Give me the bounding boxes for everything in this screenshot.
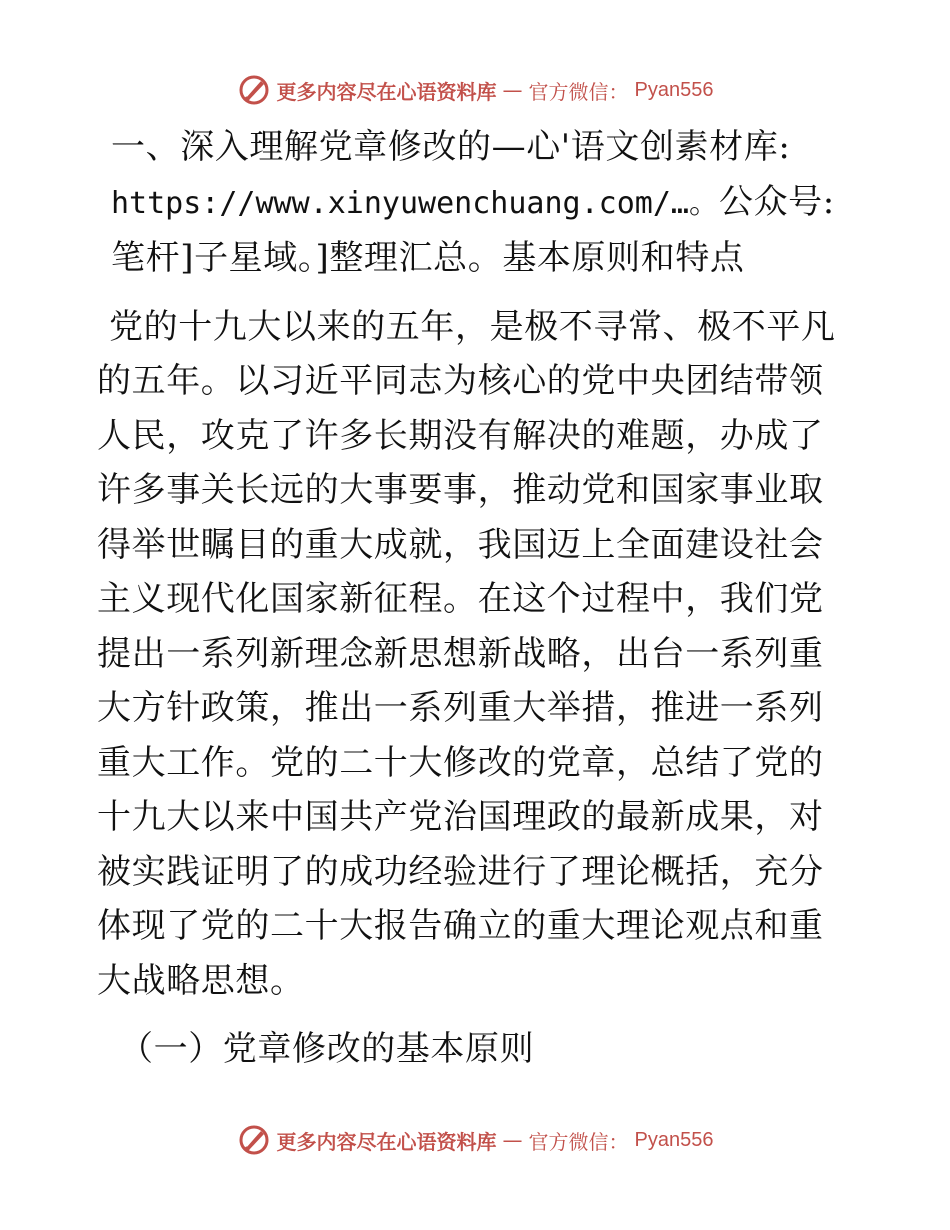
heading-line-1: 一、深入理解党章修改的—心'语文创素材库:: [111, 127, 791, 167]
banner-wechat-label: 官方微信：: [528, 1129, 629, 1154]
banner-title: 更多内容尽在心语资料库: [276, 79, 497, 104]
banner-separator: —: [502, 78, 523, 102]
brush-pen-logo-icon: [237, 1123, 271, 1157]
body-paragraph: 党的十九大以来的五年，是极不寻常、极不平凡的五年。以习近平同志为核心的党中央团结带领人民，攻克了许多长期没有解决的难题，办成了许多事关长远的大事要事，推动党和国家事业取得举世瞩目的重大成就，我国迈上全面建设社会主义现代化国家新征程。在这个过程中，我们党提出一系列新理念新思想新战略，出台一系列重大方针政策，推出一系列重大举措，推进一系列重大工作。党的二十大修改的党章，总结了党的十九大以来中国共产党治国理政的最新成果，对被实践证明了的成功经验进行了理论概括，充分体现了党的二十大报告确立的重大理论观点和重大战略思想。: [97, 306, 836, 1001]
banner-title: 更多内容尽在心语资料库: [276, 1129, 497, 1154]
document-body: [97, 120, 857, 1077]
subheading: （一）党章修改的基本原则: [119, 1029, 535, 1069]
watermark-banner-bottom: [0, 1118, 950, 1162]
brush-pen-logo-icon: [237, 73, 271, 107]
banner-separator: —: [502, 1128, 523, 1152]
heading-line-2-rest: 公众号:: [718, 181, 835, 222]
heading-line-3: 笔杆]子星域。]整理汇总。基本原则和特点: [111, 238, 745, 278]
banner-account: Pyan556: [634, 1128, 714, 1151]
banner-wechat-label: 官方微信：: [528, 79, 629, 104]
section-heading: [97, 120, 857, 286]
watermark-banner-top: [0, 68, 950, 112]
heading-url: https://www.xinyuwenchuang.com/…。: [111, 185, 719, 221]
banner-account: Pyan556: [634, 78, 714, 101]
